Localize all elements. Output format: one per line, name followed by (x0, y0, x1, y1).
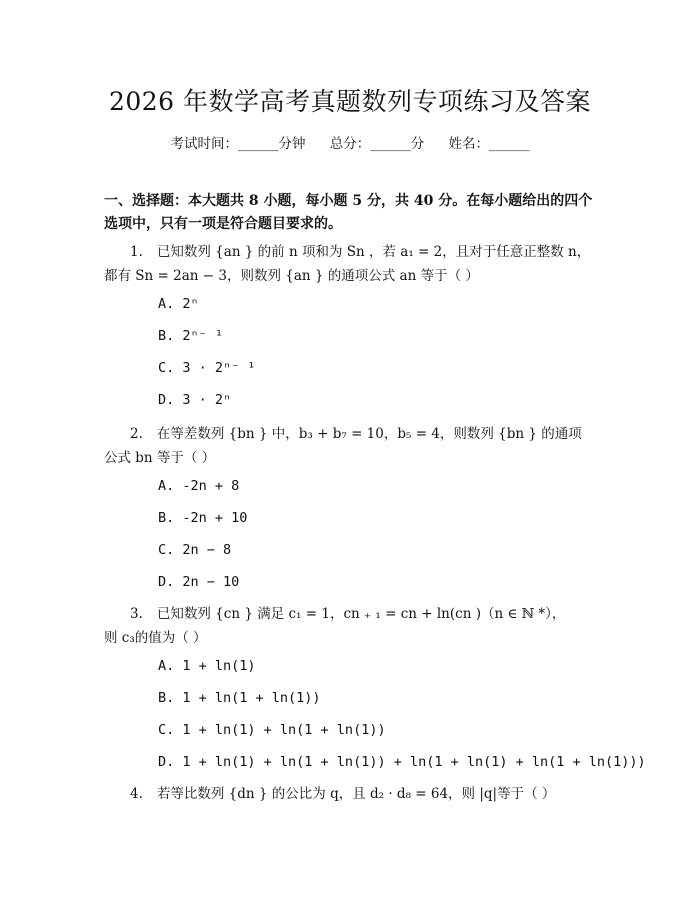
option-b: B. -2n + 10 (158, 510, 248, 526)
exam-time: 考试时间：______分钟 (170, 136, 306, 152)
option-c: C. 2n − 8 (158, 542, 232, 558)
exam-info (0, 132, 700, 152)
question-4 (104, 782, 604, 806)
document-title: 2026 年数学高考真题数列专项练习及答案 (108, 87, 592, 116)
question-text-cont: 都有 Sn = 2an − 3，则数列 {an } 的通项公式 an 等于（ ） (104, 268, 479, 284)
option-a: A. 2ⁿ (158, 296, 199, 312)
option-d: D. 3 · 2ⁿ (158, 392, 232, 408)
exam-name: 姓名：______ (448, 136, 530, 152)
question-1 (104, 240, 604, 288)
question-text: 若等比数列 {dn } 的公比为 q，且 d₂ · d₈ = 64，则 |q|等于（ ） (156, 786, 556, 802)
question-text: 已知数列 {an } 的前 n 项和为 Sn ，若 a₁ = 2，且对于任意正整数 n， (156, 244, 591, 260)
question-text-cont: 公式 bn 等于（ ） (104, 450, 216, 466)
question-number: 2. (130, 426, 143, 442)
question-text-cont: 则 c₃的值为（ ） (104, 630, 207, 646)
option-c: C. 1 + ln(1) + ln(1 + ln(1)) (158, 722, 386, 738)
option-a: A. 1 + ln(1) (158, 658, 256, 674)
exam-score: 总分：______分 (329, 136, 425, 152)
option-c: C. 3 · 2ⁿ⁻ ¹ (158, 360, 256, 376)
question-number: 3. (130, 606, 143, 622)
question-number: 4. (130, 786, 143, 802)
question-text: 已知数列 {cn } 满足 c₁ = 1，cn ₊ ₁ = cn + ln(cn )（n ∈ ℕ *）， (156, 606, 566, 622)
option-d: D. 2n − 10 (158, 574, 240, 590)
question-number: 1. (130, 244, 143, 260)
question-text: 在等差数列 {bn } 中，b₃ + b₇ = 10，b₅ = 4，则数列 {bn } 的通项 (156, 426, 582, 442)
question-3 (104, 602, 604, 650)
option-a: A. -2n + 8 (158, 478, 240, 494)
option-b: B. 1 + ln(1 + ln(1)) (158, 690, 321, 706)
section-heading: 一、选择题：本大题共 8 小题，每小题 5 分，共 40 分。在每小题给出的四个选项中，只有一项是符合题目要求的。 (104, 193, 593, 232)
option-d: D. 1 + ln(1) + ln(1 + ln(1)) + ln(1 + ln(1) + ln(1 + ln(1))) (158, 754, 646, 770)
question-2 (104, 422, 604, 470)
option-b: B. 2ⁿ⁻ ¹ (158, 328, 224, 344)
